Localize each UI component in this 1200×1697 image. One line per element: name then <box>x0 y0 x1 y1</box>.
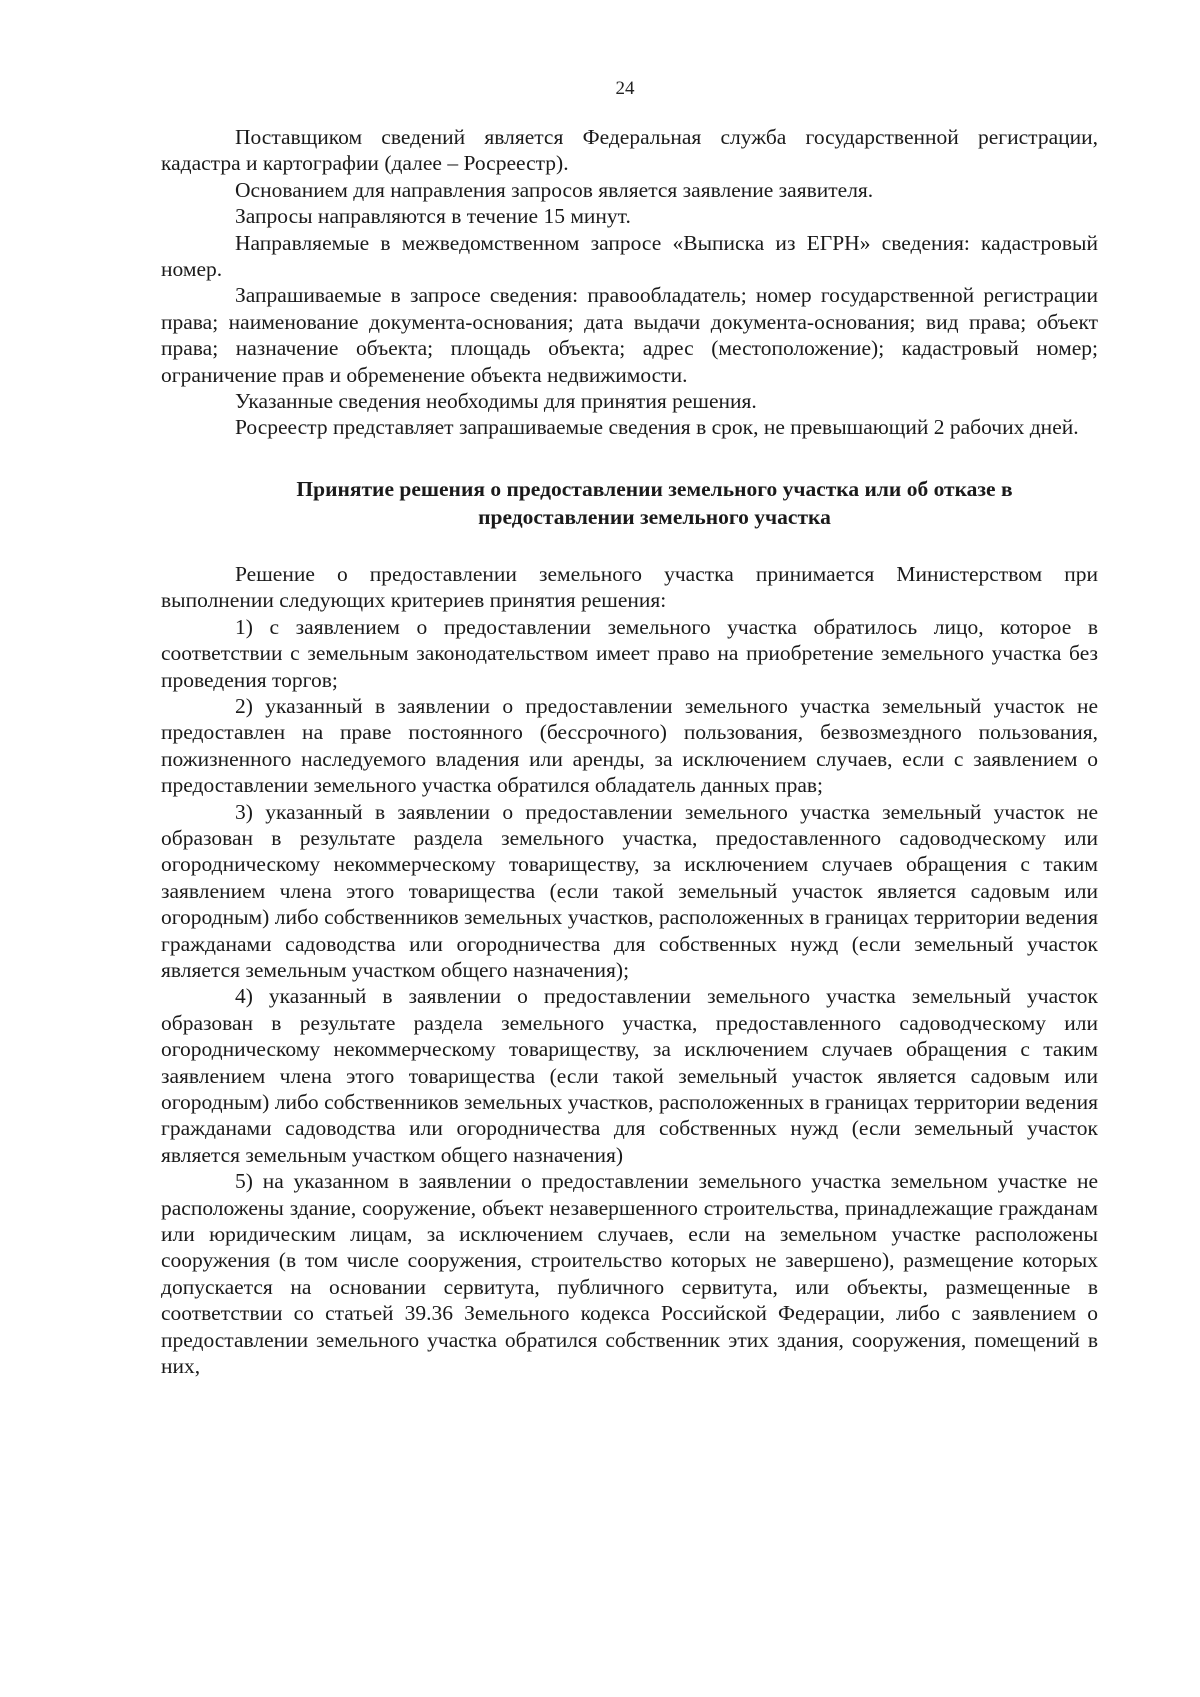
criterion-3: 3) указанный в заявлении о предоставлении земельного участка земельный участок не образован в результате раздела земельного участка, предоставленного садоводческому или огородническому некоммерческому товариществу, за исключением случаев обращения с таким заявлением члена этого товарищества (если такой земельный участок является садовым или огородным) либо собственников земельных участков, расположенных в границах территории ведения гражданами садоводства или огородничества для собственных нужд (если земельный участок является земельным участком общего назначения); <box>161 799 1098 982</box>
paragraph-basis: Основанием для направления запросов является заявление заявителя. <box>235 177 874 202</box>
paragraph-timing: Запросы направляются в течение 15 минут. <box>235 204 631 229</box>
section-heading-line-1: Принятие решения о предоставлении земельного участка или об отказе в <box>296 476 1013 501</box>
document-body <box>161 124 1098 1379</box>
page-number: 24 <box>615 78 635 99</box>
paragraph-provider: Поставщиком сведений является Федеральная служба государственной регистрации, кадастра и картографии (далее – Росреестр). <box>161 125 1098 176</box>
section-heading <box>161 475 1098 531</box>
criterion-4: 4) указанный в заявлении о предоставлении земельного участка земельный участок образован в результате раздела земельного участка, предоставленного садоводческому или огородническому некоммерческому товариществу, за исключением случаев обращения с таким заявлением члена этого товарищества (если такой земельный участок является садовым или огородным) либо собственников земельных участков, расположенных в границах территории ведения гражданами садоводства или огородничества для собственных нужд (если земельный участок является земельным участком общего назначения) <box>161 984 1098 1167</box>
paragraph-necessity: Указанные сведения необходимы для принятия решения. <box>235 389 757 414</box>
section-heading-line-2: предоставлении земельного участка <box>478 504 831 529</box>
criterion-1: 1) с заявлением о предоставлении земельного участка обратилось лицо, которое в соответствии с земельным законодательством имеет право на приобретение земельного участка без проведения торгов; <box>161 614 1098 692</box>
criterion-5: 5) на указанном в заявлении о предоставлении земельного участка земельном участке не расположены здание, сооружение, объект незавершенного строительства, принадлежащие гражданам или юридическим лицам, за исключением случаев, если на земельном участке расположены сооружения (в том числе сооружения, строительство которых не завершено), размещение которых допускается на основании сервитута, публичного сервитута, или объекты, размещенные в соответствии со статьей 39.36 Земельного кодекса Российской Федерации, либо с заявлением о предоставлении земельного участка обратился собственник этих здания, сооружения, помещений в них, <box>161 1169 1098 1379</box>
paragraph-requested-info: Запрашиваемые в запросе сведения: правообладатель; номер государственной регистрации права; наименование документа-основания; дата выдачи документа-основания; вид права; объект права; назначение объекта; площадь объекта; адрес (местоположение); кадастровый номер; ограничение прав и обременение объекта недвижимости. <box>161 283 1098 387</box>
criterion-2: 2) указанный в заявлении о предоставлении земельного участка земельный участок не предоставлен на праве постоянного (бессрочного) пользования, безвозмездного пользования, пожизненного наследуемого владения или аренды, за исключением случаев, если с заявлением о предоставлении земельного участка обратился обладатель данных прав; <box>161 693 1098 798</box>
paragraph-deadline: Росреестр представляет запрашиваемые сведения в срок, не превышающий 2 рабочих дней. <box>235 415 1079 440</box>
paragraph-sent-info: Направляемые в межведомственном запросе «Выписка из ЕГРН» сведения: кадастровый номер. <box>161 230 1098 282</box>
paragraph-decision-intro: Решение о предоставлении земельного участка принимается Министерством при выполнении следующих критериев принятия решения: <box>161 561 1098 613</box>
